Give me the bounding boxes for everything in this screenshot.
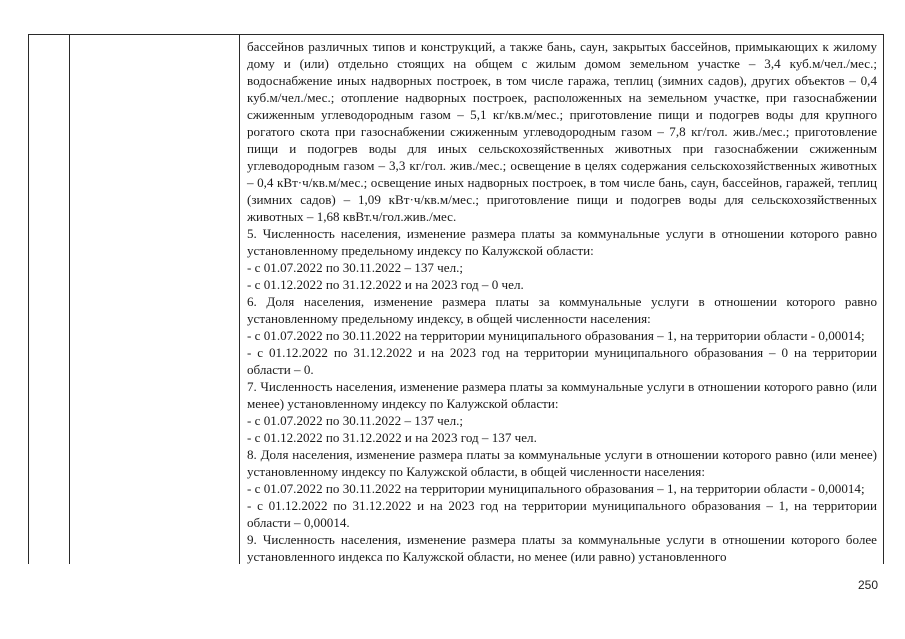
- list-item: - с 01.12.2022 по 31.12.2022 и на 2023 год – 0 чел.: [247, 277, 524, 292]
- paragraph-continuation: бассейнов различных типов и конструкций, а также бань, саун, закрытых бассейнов, примыкающих к жилому дому и (или) отдельно стоящих на общем с жилым домом земельном участке – 3,4 куб.м/чел./мес.; водоснабжение иных надворных построек, в том числе гаража, теплиц (зимних садов), других объектов – 0,4 куб.м/чел./мес.; отопление надворных построек, расположенных на земельном участке, при газоснабжении сжиженным углеводородным газом – 5,1 кг/кв.м/мес.; приготовление пищи и подогрев воды для крупного рогатого скота при газоснабжении сжиженным углеводородным газом – 7,8 кг/гол. жив./мес.; приготовление пищи и подогрев воды для иных сельскохозяйственных животных при газоснабжении сжиженным углеводородным газом – 3,3 кг/гол. жив./мес.; освещение в целях содержания сельскохозяйственных животных – 0,4 кВт·ч/кв.м/мес.; освещение иных надворных построек, в том числе бань, саун, бассейнов, гаражей, теплиц (зимних садов) – 1,09 кВт·ч/кв.м/мес.; приготовление пищи и подогрев воды для сельскохозяйственных животных – 1,68 квВт.ч/гол.жив./мес.: [247, 39, 877, 224]
- list-item: - с 01.12.2022 по 31.12.2022 и на 2023 год – 137 чел.: [247, 430, 537, 445]
- paragraph-item-5: 5. Численность населения, изменение размера платы за коммунальные услуги в отношении которого равно установленному предельному индексу по Калужской области:: [247, 226, 877, 258]
- list-item: - с 01.12.2022 по 31.12.2022 и на 2023 год на территории муниципального образования – 1, на территории области – 0,00014.: [247, 498, 877, 530]
- table-column-divider: [69, 35, 70, 564]
- list-item: - с 01.12.2022 по 31.12.2022 и на 2023 год на территории муниципального образования – 0 на территории области – 0.: [247, 345, 877, 377]
- document-table: [28, 34, 884, 564]
- table-text-cell: [247, 38, 877, 565]
- list-item: - с 01.07.2022 по 30.11.2022 – 137 чел.;: [247, 260, 464, 275]
- paragraph-item-6: 6. Доля населения, изменение размера платы за коммунальные услуги в отношении которого равно установленному предельному индексу, в общей численности населения:: [247, 294, 877, 326]
- list-item: - с 01.07.2022 по 30.11.2022 на территории муниципального образования – 1, на территории области - 0,00014;: [247, 328, 865, 343]
- page-number: 250: [857, 578, 878, 592]
- paragraph-item-8: 8. Доля населения, изменение размера платы за коммунальные услуги в отношении которого равно (или менее) установленному индексу по Калужской области, в общей численности населения:: [247, 447, 877, 479]
- paragraph-item-7: 7. Численность населения, изменение размера платы за коммунальные услуги в отношении которого равно (или менее) установленному индексу по Калужской области:: [247, 379, 877, 411]
- paragraph-item-9: 9. Численность населения, изменение размера платы за коммунальные услуги в отношении которого более установленного индекса по Калужской области, но менее (или равно) установленного: [247, 532, 877, 564]
- table-column-divider: [239, 35, 240, 564]
- list-item: - с 01.07.2022 по 30.11.2022 на территории муниципального образования – 1, на территории области - 0,00014;: [247, 481, 865, 496]
- list-item: - с 01.07.2022 по 30.11.2022 – 137 чел.;: [247, 413, 464, 428]
